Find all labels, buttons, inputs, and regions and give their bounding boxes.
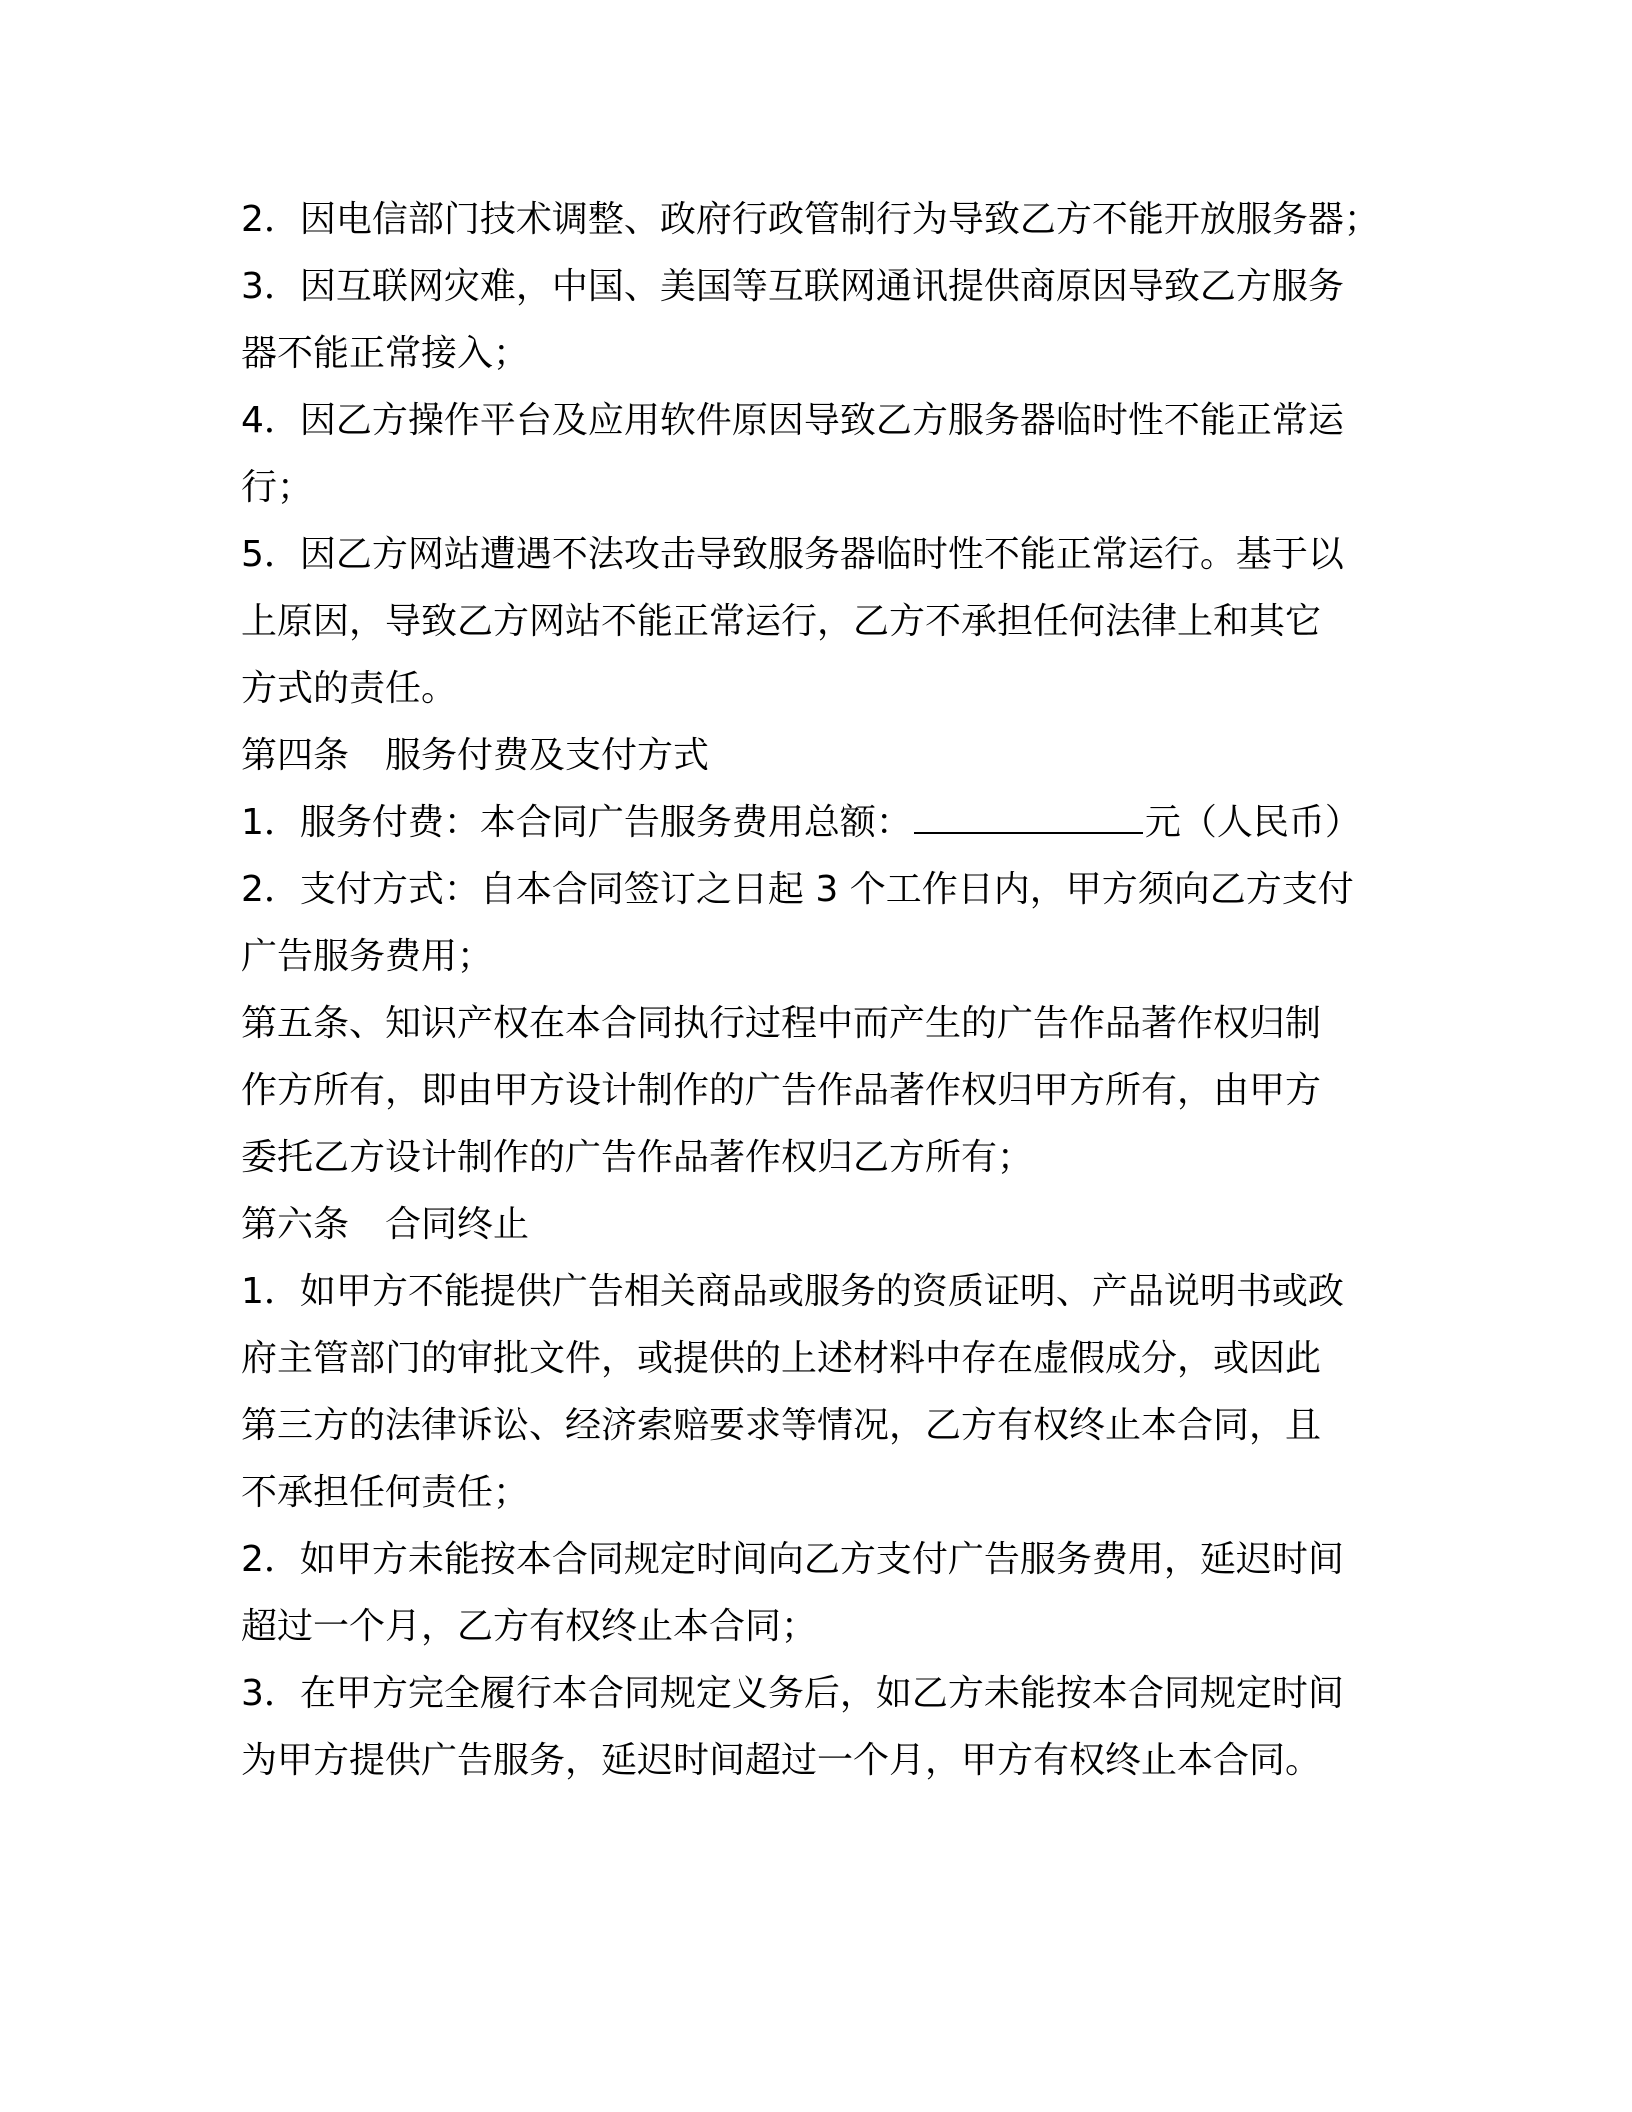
text-line: 5．因乙方网站遭遇不法攻击导致服务器临时性不能正常运行。基于以 — [241, 534, 1344, 575]
fee-line — [241, 789, 1401, 856]
text-line: 为甲方提供广告服务，延迟时间超过一个月，甲方有权终止本合同。 — [241, 1740, 1322, 1781]
text-line: 作方所有，即由甲方设计制作的广告作品著作权归甲方所有，由甲方 — [241, 1070, 1322, 1111]
text-line: 4．因乙方操作平台及应用软件原因导致乙方服务器临时性不能正常运 — [241, 400, 1344, 441]
article-4-title: 服务付费及支付方式 — [385, 735, 710, 776]
text-line: 第五条、知识产权在本合同执行过程中而产生的广告作品著作权归制 — [241, 1003, 1322, 1044]
fee-label: 1．服务付费：本合同广告服务费用总额： — [241, 802, 912, 843]
text-line: 3．在甲方完全履行本合同规定义务后，如乙方未能按本合同规定时间 — [241, 1673, 1344, 1714]
article-4-number: 第四条 — [241, 735, 350, 776]
text-line: 3．因互联网灾难，中国、美国等互联网通讯提供商原因导致乙方服务 — [241, 266, 1344, 307]
document-page — [241, 186, 1401, 1794]
text-line: 2．支付方式：自本合同签订之日起 3 个工作日内，甲方须向乙方支付 — [241, 869, 1354, 910]
fee-unit: 元（人民币） — [1144, 802, 1361, 843]
text-line: 不承担任何责任； — [241, 1472, 530, 1513]
article-4-heading — [241, 722, 1401, 789]
text-line: 第三方的法律诉讼、经济索赔要求等情况，乙方有权终止本合同，且 — [241, 1405, 1322, 1446]
text-line: 方式的责任。 — [241, 668, 458, 709]
fee-amount-blank — [914, 802, 1143, 834]
text-line: 广告服务费用； — [241, 936, 494, 977]
text-line: 1．如甲方不能提供广告相关商品或服务的资质证明、产品说明书或政 — [241, 1271, 1344, 1312]
article-6-title: 合同终止 — [385, 1204, 530, 1245]
text-line: 上原因，导致乙方网站不能正常运行，乙方不承担任何法律上和其它 — [241, 601, 1322, 642]
text-line: 府主管部门的审批文件，或提供的上述材料中存在虚假成分，或因此 — [241, 1338, 1322, 1379]
text-line: 委托乙方设计制作的广告作品著作权归乙方所有； — [241, 1137, 1034, 1178]
text-line: 器不能正常接入； — [241, 333, 530, 374]
article-6-number: 第六条 — [241, 1204, 350, 1245]
text-line: 超过一个月，乙方有权终止本合同； — [241, 1606, 818, 1647]
text-line: 2．因电信部门技术调整、政府行政管制行为导致乙方不能开放服务器； — [241, 199, 1380, 240]
text-line: 行； — [241, 467, 314, 508]
article-6-heading — [241, 1191, 1401, 1258]
text-line: 2．如甲方未能按本合同规定时间向乙方支付广告服务费用，延迟时间 — [241, 1539, 1344, 1580]
